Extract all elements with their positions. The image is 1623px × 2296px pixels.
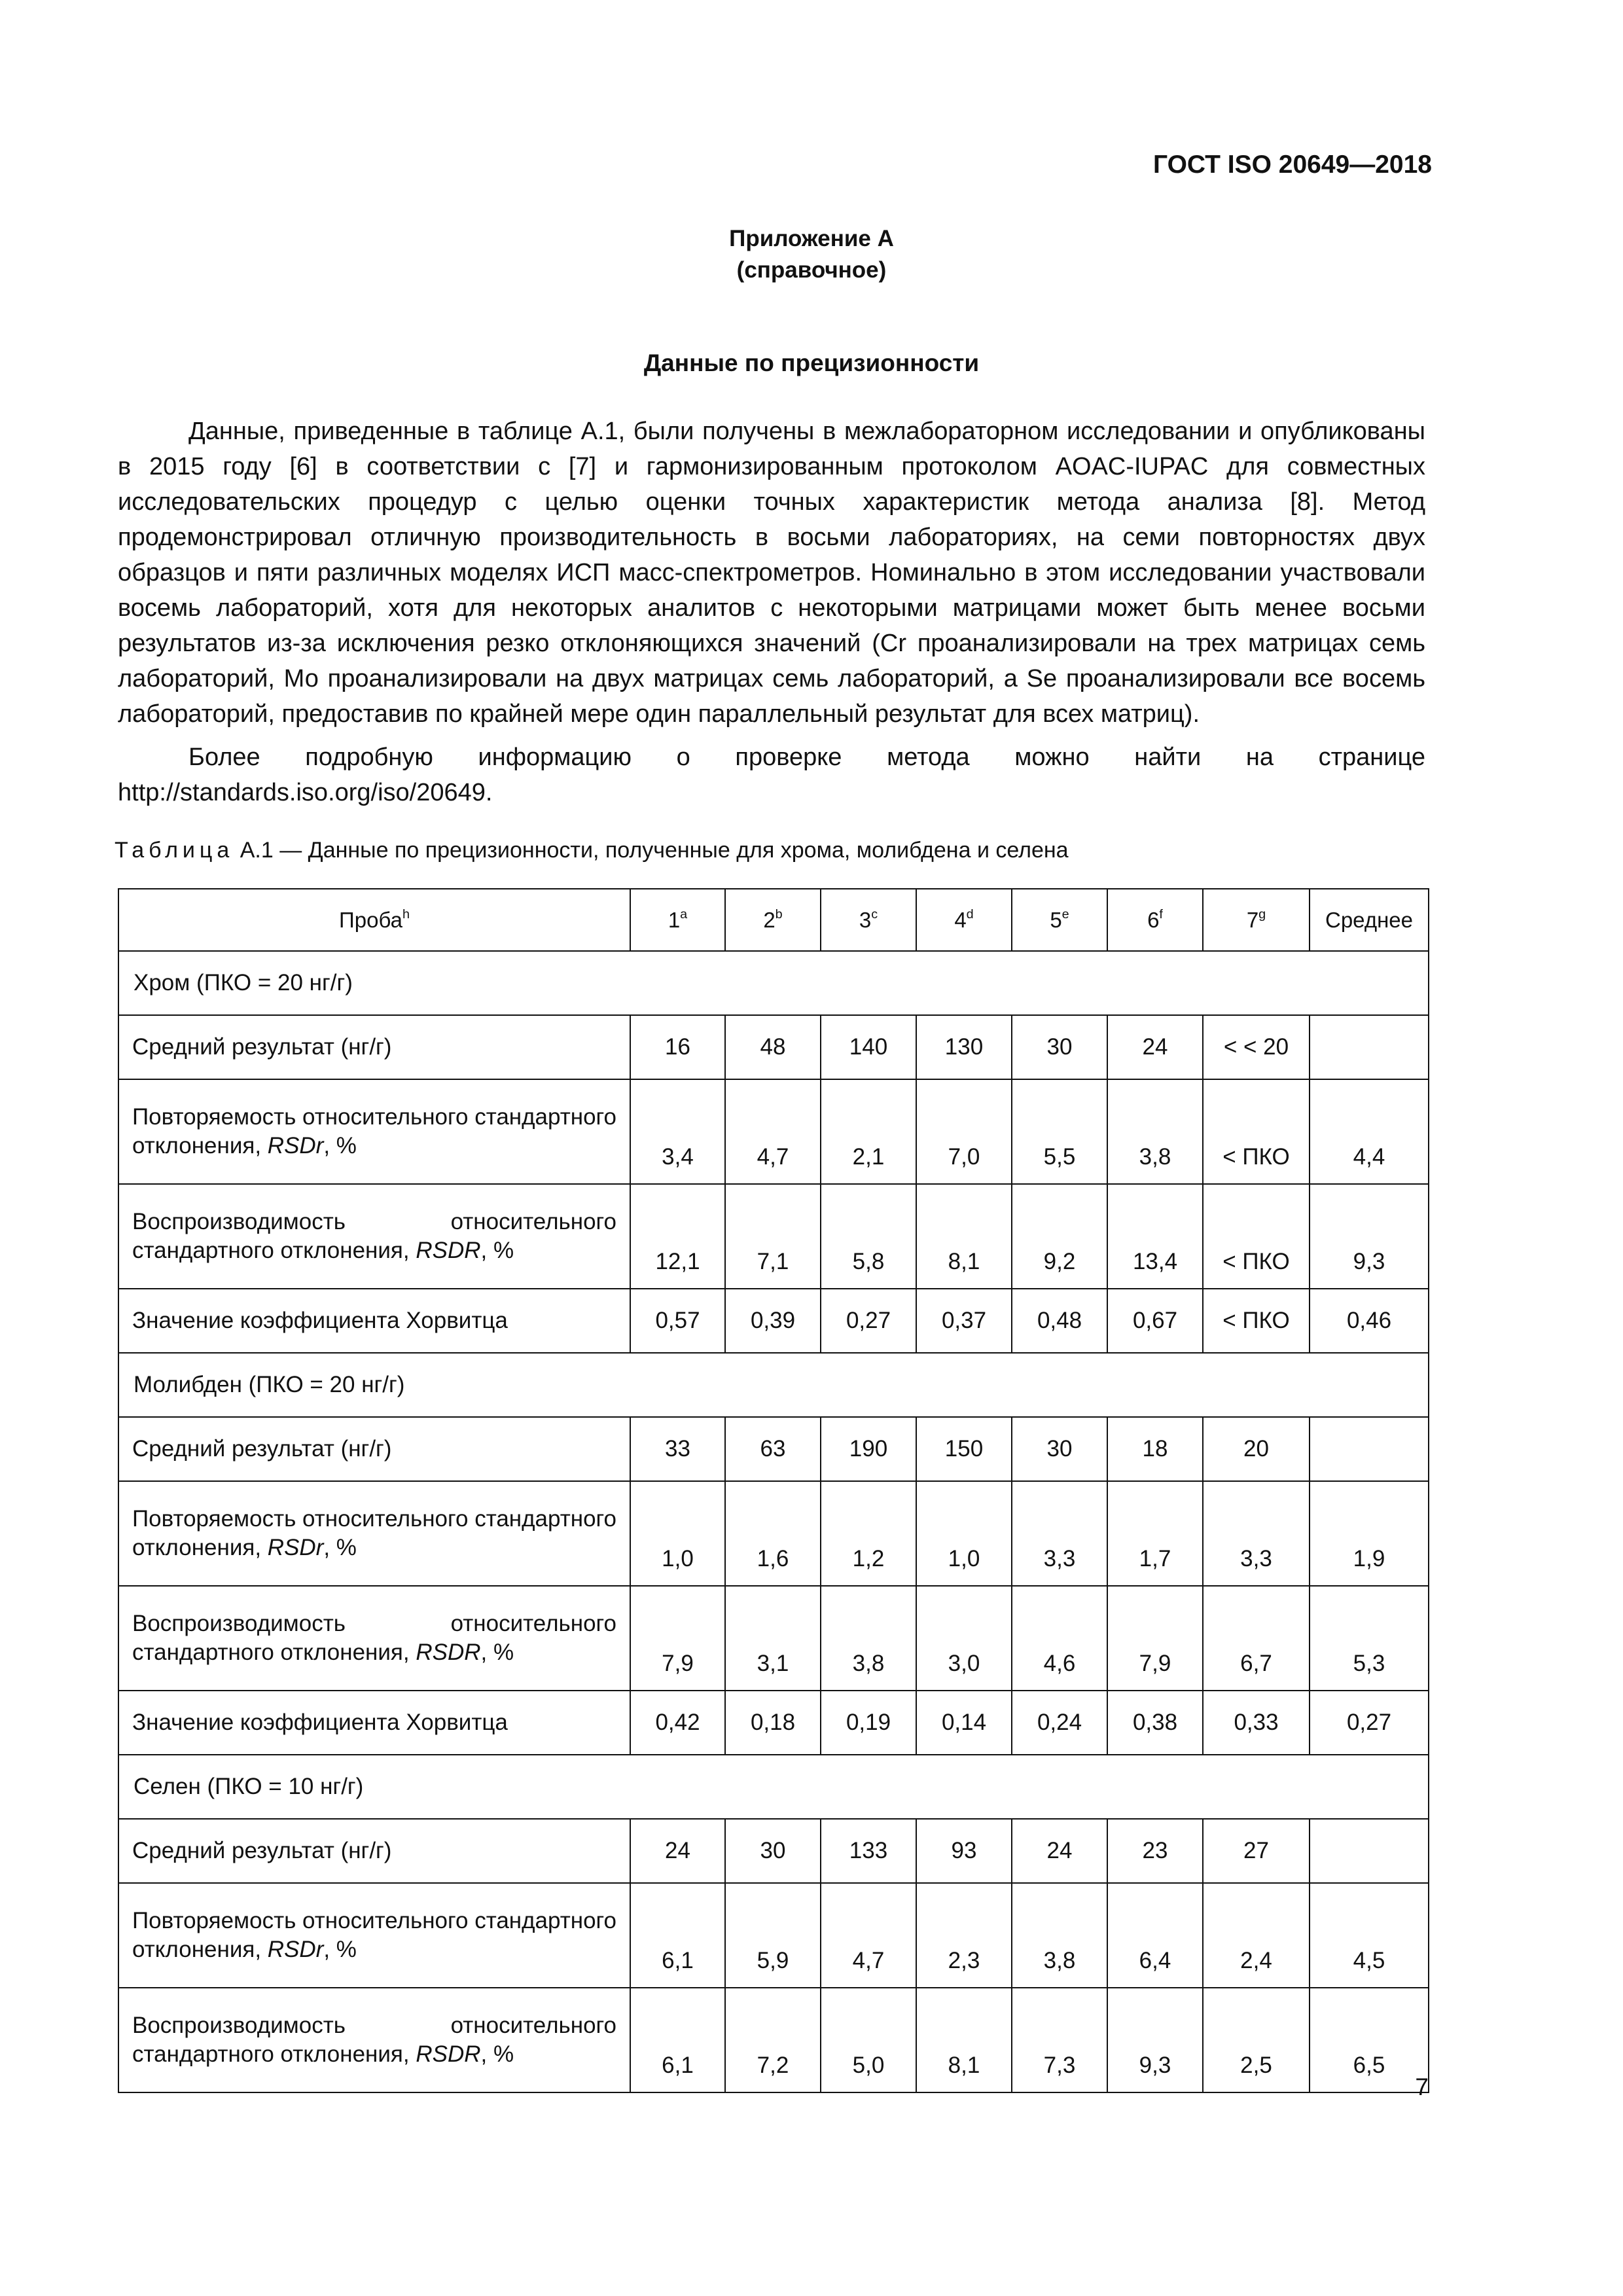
table-cell (1310, 1015, 1429, 1079)
table-cell: 93 (916, 1819, 1012, 1883)
table-cell: 140 (821, 1015, 916, 1079)
table-cell: 6,7 (1203, 1586, 1310, 1691)
row-label: Повторяемость относительного стандартного отклонения, RSDr, % (118, 1079, 630, 1184)
table-cell: 24 (1012, 1819, 1107, 1883)
section-title: Молибден (ПКО = 20 нг/г) (118, 1353, 1429, 1417)
table-cell: 0,39 (725, 1289, 821, 1353)
table-cell: 6,5 (1310, 1988, 1429, 2092)
table-cell: 1,0 (916, 1481, 1012, 1586)
table-cell: 0,27 (1310, 1691, 1429, 1755)
table-cell: < < 20 (1203, 1015, 1310, 1079)
section-row (118, 1755, 1429, 1819)
table-cell: 3,8 (1012, 1883, 1107, 1988)
table-cell: 2,1 (821, 1079, 916, 1184)
table-cell: 4,6 (1012, 1586, 1107, 1691)
table-cell: 30 (1012, 1015, 1107, 1079)
table-cell: 2,3 (916, 1883, 1012, 1988)
table-cell: < ПКО (1203, 1289, 1310, 1353)
table-cell: 3,8 (821, 1586, 916, 1691)
table-cell: 0,67 (1107, 1289, 1203, 1353)
table-caption-prefix: Таблица (115, 838, 234, 863)
table-cell: 24 (1107, 1015, 1203, 1079)
table-cell: 20 (1203, 1417, 1310, 1481)
table-cell: 5,3 (1310, 1586, 1429, 1691)
table-row (118, 1417, 1429, 1481)
table-cell: 2,5 (1203, 1988, 1310, 2092)
table-cell: 190 (821, 1417, 916, 1481)
table-cell: 5,8 (821, 1184, 916, 1289)
table-cell: 4,7 (725, 1079, 821, 1184)
table-cell: 13,4 (1107, 1184, 1203, 1289)
table-cell: 23 (1107, 1819, 1203, 1883)
row-label: Воспроизводимость относительного стандартного отклонения, RSDR, % (118, 1988, 630, 2092)
table-cell: 0,27 (821, 1289, 916, 1353)
table-cell: 1,0 (630, 1481, 725, 1586)
paragraph-link: Более подробную информацию о проверке метода можно найти на странице http://standards.iso.org/iso/20649. (118, 744, 1425, 806)
table-cell: 48 (725, 1015, 821, 1079)
table-row (118, 1015, 1429, 1079)
header-col-2: 2$^b$ (725, 889, 821, 951)
table-cell: < ПКО (1203, 1079, 1310, 1184)
table-cell: 1,2 (821, 1481, 916, 1586)
table-caption-text: А.1 — Данные по прецизионности, полученные для хрома, молибдена и селена (234, 838, 1069, 863)
table-cell: 3,1 (725, 1586, 821, 1691)
row-label: Значение коэффициента Хорвитца (118, 1691, 630, 1755)
table-cell (1310, 1417, 1429, 1481)
table-cell: 4,7 (821, 1883, 916, 1988)
table-cell: 0,57 (630, 1289, 725, 1353)
header-col-7: 7$^g$ (1203, 889, 1310, 951)
row-label: Средний результат (нг/г) (118, 1417, 630, 1481)
table-cell: 16 (630, 1015, 725, 1079)
table-cell: 3,3 (1012, 1481, 1107, 1586)
table-row (118, 1883, 1429, 1988)
table-cell: 0,42 (630, 1691, 725, 1755)
table-row (118, 1481, 1429, 1586)
table-caption (115, 838, 1069, 863)
table-cell: 130 (916, 1015, 1012, 1079)
table-cell: 27 (1203, 1819, 1310, 1883)
table-cell: 0,19 (821, 1691, 916, 1755)
table-cell: 8,1 (916, 1184, 1012, 1289)
table-row (118, 1079, 1429, 1184)
table-cell: 7,1 (725, 1184, 821, 1289)
table-cell: 30 (1012, 1417, 1107, 1481)
table-cell: 0,18 (725, 1691, 821, 1755)
table-cell: 5,5 (1012, 1079, 1107, 1184)
table-cell: 7,3 (1012, 1988, 1107, 2092)
header-mean: Среднее (1310, 889, 1429, 951)
table-cell: 0,46 (1310, 1289, 1429, 1353)
table-row (118, 1184, 1429, 1289)
row-label: Повторяемость относительного стандартного отклонения, RSDr, % (118, 1883, 630, 1988)
table-cell: 24 (630, 1819, 725, 1883)
section-title: Селен (ПКО = 10 нг/г) (118, 1755, 1429, 1819)
precision-table (118, 888, 1429, 2093)
table-cell: 8,1 (916, 1988, 1012, 2092)
row-label: Значение коэффициента Хорвитца (118, 1289, 630, 1353)
table-cell: 18 (1107, 1417, 1203, 1481)
row-label: Воспроизводимость относительного стандартного отклонения, RSDR, % (118, 1184, 630, 1289)
table-cell: 0,33 (1203, 1691, 1310, 1755)
header-col-5: 5e (1012, 889, 1107, 951)
header-sample: Проба$^h$ (118, 889, 630, 951)
table-cell: 30 (725, 1819, 821, 1883)
table-cell: 1,9 (1310, 1481, 1429, 1586)
row-label: Средний результат (нг/г) (118, 1819, 630, 1883)
table-cell: 0,37 (916, 1289, 1012, 1353)
table-cell: 9,3 (1107, 1988, 1203, 2092)
table-cell: 7,2 (725, 1988, 821, 2092)
table-cell: 3,0 (916, 1586, 1012, 1691)
section-row (118, 1353, 1429, 1417)
table-cell: 3,4 (630, 1079, 725, 1184)
table-cell: 12,1 (630, 1184, 725, 1289)
table-cell: 133 (821, 1819, 916, 1883)
table-cell: 6,1 (630, 1988, 725, 2092)
table-cell: 63 (725, 1417, 821, 1481)
table-cell: 2,4 (1203, 1883, 1310, 1988)
table-cell: 9,2 (1012, 1184, 1107, 1289)
section-title: Хром (ПКО = 20 нг/г) (118, 951, 1429, 1015)
table-row (118, 1819, 1429, 1883)
table-cell: 4,5 (1310, 1883, 1429, 1988)
table-row (118, 1289, 1429, 1353)
section-row (118, 951, 1429, 1015)
table-header-row (118, 889, 1429, 951)
table-cell: 0,14 (916, 1691, 1012, 1755)
table-cell: 6,4 (1107, 1883, 1203, 1988)
table-cell: 33 (630, 1417, 725, 1481)
page-number: 7 (1415, 2073, 1429, 2100)
table-cell: 3,3 (1203, 1481, 1310, 1586)
header-col-3: 3$^c$ (821, 889, 916, 951)
table-cell: < ПКО (1203, 1184, 1310, 1289)
table-cell: 0,38 (1107, 1691, 1203, 1755)
annex-title: Приложение А (729, 226, 894, 251)
table-cell: 3,8 (1107, 1079, 1203, 1184)
table-cell: 7,0 (916, 1079, 1012, 1184)
table-cell: 7,9 (1107, 1586, 1203, 1691)
header-col-6: 6$^f$ (1107, 889, 1203, 951)
table-cell: 0,48 (1012, 1289, 1107, 1353)
row-label: Повторяемость относительного стандартного отклонения, RSDr, % (118, 1481, 630, 1586)
table-cell: 5,9 (725, 1883, 821, 1988)
table-cell: 4,4 (1310, 1079, 1429, 1184)
table-cell: 1,6 (725, 1481, 821, 1586)
row-label: Средний результат (нг/г) (118, 1015, 630, 1079)
table-cell: 0,24 (1012, 1691, 1107, 1755)
table-row (118, 1691, 1429, 1755)
table-cell: 6,1 (630, 1883, 725, 1988)
table-cell: 7,9 (630, 1586, 725, 1691)
table-row (118, 1586, 1429, 1691)
header-col-1: 1$^a$ (630, 889, 725, 951)
header-col-4: 4$^d$ (916, 889, 1012, 951)
table-cell: 5,0 (821, 1988, 916, 2092)
paragraph-intro: Данные, приведенные в таблице А.1, были получены в межлабораторном исследовании и опубликованы в 2015 году [6] в соответствии с [7] и гармонизированным протоколом AOAC-IUPAC для совместных исследовательских процедур с целью оценки точных характеристик метода анализа [8]. Метод продемонстрировал отличную производительность в восьми лабораториях, на семи повторностях двух образцов и пяти различных моделях ИСП масс-спектрометров. Номинально в этом исследовании участвовали восемь лабораторий, хотя для некоторых аналитов с некоторыми матрицами может быть менее восьми результатов из-за исключения резко отклоняющихся значений (Cr проанализировали на трех матрицах семь лабораторий, Мо проанализировали на двух матрицах семь лабораторий, а Se проанализировали все восемь лабораторий, предоставив по крайней мере один параллельный результат для всех матриц). (118, 418, 1425, 728)
table-row (118, 1988, 1429, 2092)
row-label: Воспроизводимость относительного стандартного отклонения, RSDR, % (118, 1586, 630, 1691)
standard-number: ГОСТ ISO 20649—2018 (1152, 151, 1432, 179)
section-heading: Данные по прецизионности (643, 350, 980, 376)
table-cell (1310, 1819, 1429, 1883)
table-cell: 1,7 (1107, 1481, 1203, 1586)
annex-type: (справочное) (736, 257, 887, 283)
table-cell: 150 (916, 1417, 1012, 1481)
table-cell: 9,3 (1310, 1184, 1429, 1289)
